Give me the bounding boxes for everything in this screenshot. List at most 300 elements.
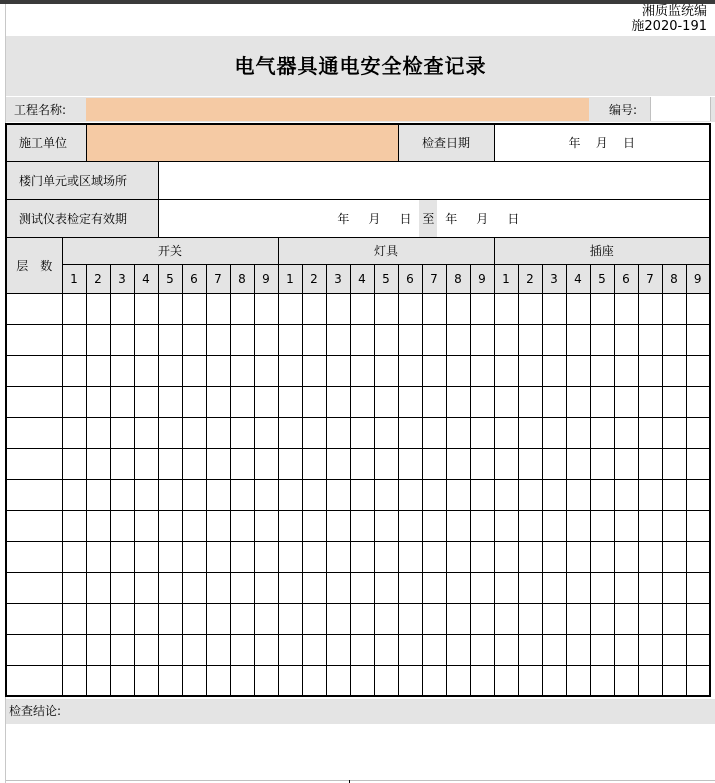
check-cell[interactable] bbox=[662, 386, 686, 417]
check-cell[interactable] bbox=[86, 293, 110, 324]
check-cell[interactable] bbox=[278, 417, 302, 448]
check-cell[interactable] bbox=[278, 293, 302, 324]
check-cell[interactable] bbox=[350, 665, 374, 696]
check-cell[interactable] bbox=[110, 603, 134, 634]
check-cell[interactable] bbox=[662, 603, 686, 634]
check-cell[interactable] bbox=[614, 510, 638, 541]
check-cell[interactable] bbox=[206, 386, 230, 417]
check-cell[interactable] bbox=[326, 386, 350, 417]
check-cell[interactable] bbox=[422, 386, 446, 417]
check-cell[interactable] bbox=[446, 293, 470, 324]
check-cell[interactable] bbox=[446, 324, 470, 355]
check-cell[interactable] bbox=[302, 665, 326, 696]
check-cell[interactable] bbox=[470, 541, 494, 572]
project-name-input[interactable] bbox=[86, 98, 589, 121]
check-cell[interactable] bbox=[422, 665, 446, 696]
check-cell[interactable] bbox=[422, 293, 446, 324]
check-cell[interactable] bbox=[446, 386, 470, 417]
check-cell[interactable] bbox=[86, 510, 110, 541]
check-cell[interactable] bbox=[158, 572, 182, 603]
check-cell[interactable] bbox=[614, 665, 638, 696]
check-cell[interactable] bbox=[374, 355, 398, 386]
check-cell[interactable] bbox=[110, 634, 134, 665]
floor-cell[interactable] bbox=[6, 603, 62, 634]
check-cell[interactable] bbox=[590, 386, 614, 417]
check-cell[interactable] bbox=[158, 355, 182, 386]
check-cell[interactable] bbox=[638, 324, 662, 355]
check-cell[interactable] bbox=[350, 541, 374, 572]
check-cell[interactable] bbox=[158, 634, 182, 665]
check-cell[interactable] bbox=[302, 634, 326, 665]
check-cell[interactable] bbox=[398, 448, 422, 479]
check-cell[interactable] bbox=[638, 448, 662, 479]
check-cell[interactable] bbox=[518, 479, 542, 510]
check-cell[interactable] bbox=[422, 479, 446, 510]
check-cell[interactable] bbox=[110, 355, 134, 386]
check-cell[interactable] bbox=[206, 293, 230, 324]
check-cell[interactable] bbox=[542, 293, 566, 324]
check-cell[interactable] bbox=[110, 479, 134, 510]
check-cell[interactable] bbox=[182, 634, 206, 665]
check-cell[interactable] bbox=[110, 510, 134, 541]
check-cell[interactable] bbox=[566, 572, 590, 603]
check-cell[interactable] bbox=[494, 386, 518, 417]
check-cell[interactable] bbox=[62, 448, 86, 479]
check-cell[interactable] bbox=[110, 386, 134, 417]
check-cell[interactable] bbox=[182, 417, 206, 448]
check-cell[interactable] bbox=[686, 479, 710, 510]
check-cell[interactable] bbox=[206, 634, 230, 665]
floor-cell[interactable] bbox=[6, 293, 62, 324]
check-cell[interactable] bbox=[662, 541, 686, 572]
check-cell[interactable] bbox=[182, 293, 206, 324]
check-cell[interactable] bbox=[638, 355, 662, 386]
check-cell[interactable] bbox=[686, 324, 710, 355]
check-cell[interactable] bbox=[518, 386, 542, 417]
check-cell[interactable] bbox=[350, 448, 374, 479]
check-cell[interactable] bbox=[374, 417, 398, 448]
check-cell[interactable] bbox=[374, 510, 398, 541]
check-cell[interactable] bbox=[542, 572, 566, 603]
check-cell[interactable] bbox=[278, 572, 302, 603]
check-cell[interactable] bbox=[302, 572, 326, 603]
check-cell[interactable] bbox=[470, 572, 494, 603]
check-cell[interactable] bbox=[470, 448, 494, 479]
check-cell[interactable] bbox=[470, 603, 494, 634]
check-cell[interactable] bbox=[470, 355, 494, 386]
check-cell[interactable] bbox=[422, 510, 446, 541]
check-cell[interactable] bbox=[590, 510, 614, 541]
floor-cell[interactable] bbox=[6, 448, 62, 479]
check-cell[interactable] bbox=[230, 510, 254, 541]
check-cell[interactable] bbox=[230, 603, 254, 634]
check-cell[interactable] bbox=[566, 665, 590, 696]
check-cell[interactable] bbox=[422, 355, 446, 386]
check-cell[interactable] bbox=[470, 293, 494, 324]
check-cell[interactable] bbox=[398, 324, 422, 355]
check-cell[interactable] bbox=[470, 324, 494, 355]
check-cell[interactable] bbox=[302, 324, 326, 355]
floor-cell[interactable] bbox=[6, 355, 62, 386]
check-cell[interactable] bbox=[278, 355, 302, 386]
check-cell[interactable] bbox=[326, 665, 350, 696]
check-cell[interactable] bbox=[134, 355, 158, 386]
check-cell[interactable] bbox=[230, 665, 254, 696]
check-cell[interactable] bbox=[374, 479, 398, 510]
check-cell[interactable] bbox=[182, 665, 206, 696]
check-cell[interactable] bbox=[590, 603, 614, 634]
check-cell[interactable] bbox=[110, 417, 134, 448]
check-cell[interactable] bbox=[134, 603, 158, 634]
check-cell[interactable] bbox=[638, 293, 662, 324]
check-cell[interactable] bbox=[254, 355, 278, 386]
check-cell[interactable] bbox=[662, 417, 686, 448]
check-cell[interactable] bbox=[134, 665, 158, 696]
check-cell[interactable] bbox=[326, 324, 350, 355]
check-cell[interactable] bbox=[566, 293, 590, 324]
check-cell[interactable] bbox=[518, 355, 542, 386]
check-cell[interactable] bbox=[422, 634, 446, 665]
check-cell[interactable] bbox=[374, 386, 398, 417]
check-cell[interactable] bbox=[326, 603, 350, 634]
check-cell[interactable] bbox=[614, 324, 638, 355]
check-cell[interactable] bbox=[230, 448, 254, 479]
check-cell[interactable] bbox=[350, 324, 374, 355]
check-cell[interactable] bbox=[638, 417, 662, 448]
check-cell[interactable] bbox=[158, 603, 182, 634]
check-cell[interactable] bbox=[638, 386, 662, 417]
check-cell[interactable] bbox=[230, 634, 254, 665]
meter-validity-field[interactable] bbox=[158, 199, 710, 237]
check-cell[interactable] bbox=[446, 355, 470, 386]
check-cell[interactable] bbox=[182, 324, 206, 355]
check-cell[interactable] bbox=[518, 324, 542, 355]
check-cell[interactable] bbox=[230, 324, 254, 355]
check-cell[interactable] bbox=[350, 479, 374, 510]
check-cell[interactable] bbox=[278, 665, 302, 696]
check-cell[interactable] bbox=[278, 479, 302, 510]
floor-cell[interactable] bbox=[6, 324, 62, 355]
check-cell[interactable] bbox=[614, 603, 638, 634]
check-cell[interactable] bbox=[278, 324, 302, 355]
check-cell[interactable] bbox=[206, 417, 230, 448]
check-cell[interactable] bbox=[398, 293, 422, 324]
check-cell[interactable] bbox=[86, 417, 110, 448]
check-cell[interactable] bbox=[326, 448, 350, 479]
check-cell[interactable] bbox=[686, 634, 710, 665]
check-cell[interactable] bbox=[86, 386, 110, 417]
check-cell[interactable] bbox=[62, 355, 86, 386]
check-cell[interactable] bbox=[110, 665, 134, 696]
check-cell[interactable] bbox=[134, 572, 158, 603]
check-cell[interactable] bbox=[134, 417, 158, 448]
check-cell[interactable] bbox=[206, 665, 230, 696]
check-cell[interactable] bbox=[110, 448, 134, 479]
check-cell[interactable] bbox=[110, 541, 134, 572]
check-cell[interactable] bbox=[494, 541, 518, 572]
check-cell[interactable] bbox=[158, 510, 182, 541]
check-cell[interactable] bbox=[278, 510, 302, 541]
check-cell[interactable] bbox=[182, 386, 206, 417]
check-cell[interactable] bbox=[518, 510, 542, 541]
check-cell[interactable] bbox=[398, 479, 422, 510]
check-cell[interactable] bbox=[614, 355, 638, 386]
check-cell[interactable] bbox=[278, 541, 302, 572]
check-cell[interactable] bbox=[254, 665, 278, 696]
check-cell[interactable] bbox=[278, 448, 302, 479]
check-cell[interactable] bbox=[686, 355, 710, 386]
check-cell[interactable] bbox=[158, 665, 182, 696]
code-input[interactable] bbox=[650, 97, 711, 121]
check-cell[interactable] bbox=[350, 355, 374, 386]
check-cell[interactable] bbox=[566, 386, 590, 417]
check-cell[interactable] bbox=[662, 572, 686, 603]
check-cell[interactable] bbox=[110, 324, 134, 355]
check-cell[interactable] bbox=[182, 541, 206, 572]
check-cell[interactable] bbox=[590, 355, 614, 386]
check-cell[interactable] bbox=[470, 386, 494, 417]
check-cell[interactable] bbox=[86, 324, 110, 355]
check-cell[interactable] bbox=[350, 634, 374, 665]
check-cell[interactable] bbox=[62, 417, 86, 448]
check-cell[interactable] bbox=[182, 448, 206, 479]
check-cell[interactable] bbox=[302, 510, 326, 541]
check-cell[interactable] bbox=[86, 479, 110, 510]
check-cell[interactable] bbox=[542, 355, 566, 386]
check-cell[interactable] bbox=[614, 541, 638, 572]
check-cell[interactable] bbox=[446, 665, 470, 696]
check-cell[interactable] bbox=[686, 510, 710, 541]
check-cell[interactable] bbox=[590, 448, 614, 479]
check-cell[interactable] bbox=[158, 479, 182, 510]
check-cell[interactable] bbox=[422, 448, 446, 479]
check-cell[interactable] bbox=[422, 603, 446, 634]
check-cell[interactable] bbox=[302, 479, 326, 510]
check-cell[interactable] bbox=[518, 541, 542, 572]
check-cell[interactable] bbox=[542, 386, 566, 417]
check-cell[interactable] bbox=[662, 479, 686, 510]
check-cell[interactable] bbox=[326, 510, 350, 541]
check-cell[interactable] bbox=[686, 417, 710, 448]
check-cell[interactable] bbox=[182, 479, 206, 510]
check-cell[interactable] bbox=[206, 355, 230, 386]
check-cell[interactable] bbox=[254, 634, 278, 665]
check-cell[interactable] bbox=[662, 293, 686, 324]
check-cell[interactable] bbox=[518, 665, 542, 696]
check-cell[interactable] bbox=[86, 355, 110, 386]
check-cell[interactable] bbox=[254, 572, 278, 603]
check-cell[interactable] bbox=[638, 479, 662, 510]
check-cell[interactable] bbox=[326, 417, 350, 448]
check-cell[interactable] bbox=[686, 603, 710, 634]
check-cell[interactable] bbox=[662, 665, 686, 696]
check-cell[interactable] bbox=[422, 324, 446, 355]
check-cell[interactable] bbox=[542, 324, 566, 355]
check-cell[interactable] bbox=[62, 541, 86, 572]
floor-cell[interactable] bbox=[6, 479, 62, 510]
check-cell[interactable] bbox=[566, 324, 590, 355]
check-cell[interactable] bbox=[350, 293, 374, 324]
check-cell[interactable] bbox=[614, 572, 638, 603]
check-cell[interactable] bbox=[350, 572, 374, 603]
check-cell[interactable] bbox=[590, 634, 614, 665]
floor-cell[interactable] bbox=[6, 510, 62, 541]
check-cell[interactable] bbox=[86, 603, 110, 634]
check-cell[interactable] bbox=[302, 417, 326, 448]
check-cell[interactable] bbox=[182, 572, 206, 603]
check-cell[interactable] bbox=[542, 448, 566, 479]
check-cell[interactable] bbox=[662, 355, 686, 386]
check-cell[interactable] bbox=[254, 293, 278, 324]
check-cell[interactable] bbox=[134, 293, 158, 324]
check-cell[interactable] bbox=[662, 510, 686, 541]
check-cell[interactable] bbox=[446, 417, 470, 448]
check-cell[interactable] bbox=[638, 634, 662, 665]
check-cell[interactable] bbox=[470, 634, 494, 665]
check-cell[interactable] bbox=[638, 510, 662, 541]
check-cell[interactable] bbox=[326, 541, 350, 572]
check-cell[interactable] bbox=[350, 603, 374, 634]
check-cell[interactable] bbox=[62, 665, 86, 696]
check-cell[interactable] bbox=[254, 603, 278, 634]
check-cell[interactable] bbox=[398, 510, 422, 541]
check-cell[interactable] bbox=[494, 572, 518, 603]
check-cell[interactable] bbox=[662, 634, 686, 665]
check-cell[interactable] bbox=[494, 634, 518, 665]
check-cell[interactable] bbox=[614, 417, 638, 448]
check-cell[interactable] bbox=[254, 510, 278, 541]
check-cell[interactable] bbox=[518, 417, 542, 448]
check-cell[interactable] bbox=[494, 479, 518, 510]
check-cell[interactable] bbox=[494, 324, 518, 355]
check-cell[interactable] bbox=[326, 355, 350, 386]
check-cell[interactable] bbox=[230, 417, 254, 448]
check-cell[interactable] bbox=[494, 293, 518, 324]
check-cell[interactable] bbox=[542, 510, 566, 541]
check-cell[interactable] bbox=[638, 665, 662, 696]
check-cell[interactable] bbox=[638, 541, 662, 572]
check-cell[interactable] bbox=[86, 634, 110, 665]
check-cell[interactable] bbox=[254, 541, 278, 572]
check-cell[interactable] bbox=[62, 572, 86, 603]
check-cell[interactable] bbox=[470, 479, 494, 510]
check-cell[interactable] bbox=[494, 665, 518, 696]
check-cell[interactable] bbox=[542, 479, 566, 510]
check-cell[interactable] bbox=[446, 448, 470, 479]
check-cell[interactable] bbox=[518, 448, 542, 479]
check-cell[interactable] bbox=[590, 479, 614, 510]
check-cell[interactable] bbox=[254, 448, 278, 479]
check-cell[interactable] bbox=[326, 293, 350, 324]
check-cell[interactable] bbox=[398, 355, 422, 386]
check-cell[interactable] bbox=[206, 324, 230, 355]
check-cell[interactable] bbox=[350, 417, 374, 448]
check-cell[interactable] bbox=[470, 417, 494, 448]
check-cell[interactable] bbox=[302, 386, 326, 417]
check-cell[interactable] bbox=[62, 324, 86, 355]
check-cell[interactable] bbox=[206, 572, 230, 603]
check-cell[interactable] bbox=[590, 541, 614, 572]
check-cell[interactable] bbox=[590, 293, 614, 324]
check-cell[interactable] bbox=[182, 355, 206, 386]
check-cell[interactable] bbox=[494, 355, 518, 386]
building-input[interactable] bbox=[158, 161, 710, 199]
check-cell[interactable] bbox=[686, 448, 710, 479]
check-cell[interactable] bbox=[446, 541, 470, 572]
check-cell[interactable] bbox=[206, 479, 230, 510]
check-cell[interactable] bbox=[158, 293, 182, 324]
check-cell[interactable] bbox=[686, 541, 710, 572]
check-cell[interactable] bbox=[62, 634, 86, 665]
check-cell[interactable] bbox=[518, 293, 542, 324]
check-cell[interactable] bbox=[614, 293, 638, 324]
check-cell[interactable] bbox=[158, 541, 182, 572]
check-cell[interactable] bbox=[374, 634, 398, 665]
check-cell[interactable] bbox=[134, 479, 158, 510]
check-cell[interactable] bbox=[422, 417, 446, 448]
inspection-date-field[interactable] bbox=[494, 124, 710, 161]
check-cell[interactable] bbox=[206, 448, 230, 479]
check-cell[interactable] bbox=[590, 572, 614, 603]
check-cell[interactable] bbox=[542, 541, 566, 572]
floor-cell[interactable] bbox=[6, 572, 62, 603]
check-cell[interactable] bbox=[134, 510, 158, 541]
check-cell[interactable] bbox=[398, 572, 422, 603]
check-cell[interactable] bbox=[662, 448, 686, 479]
check-cell[interactable] bbox=[422, 541, 446, 572]
check-cell[interactable] bbox=[326, 634, 350, 665]
check-cell[interactable] bbox=[566, 603, 590, 634]
check-cell[interactable] bbox=[182, 603, 206, 634]
check-cell[interactable] bbox=[158, 324, 182, 355]
check-cell[interactable] bbox=[134, 324, 158, 355]
check-cell[interactable] bbox=[62, 293, 86, 324]
check-cell[interactable] bbox=[206, 510, 230, 541]
check-cell[interactable] bbox=[686, 572, 710, 603]
check-cell[interactable] bbox=[158, 417, 182, 448]
check-cell[interactable] bbox=[398, 541, 422, 572]
unit-input[interactable] bbox=[86, 124, 398, 161]
check-cell[interactable] bbox=[62, 603, 86, 634]
floor-cell[interactable] bbox=[6, 634, 62, 665]
check-cell[interactable] bbox=[278, 634, 302, 665]
check-cell[interactable] bbox=[590, 665, 614, 696]
check-cell[interactable] bbox=[254, 386, 278, 417]
check-cell[interactable] bbox=[686, 386, 710, 417]
check-cell[interactable] bbox=[614, 479, 638, 510]
check-cell[interactable] bbox=[278, 603, 302, 634]
check-cell[interactable] bbox=[230, 479, 254, 510]
check-cell[interactable] bbox=[398, 665, 422, 696]
check-cell[interactable] bbox=[590, 417, 614, 448]
check-cell[interactable] bbox=[686, 665, 710, 696]
check-cell[interactable] bbox=[422, 572, 446, 603]
check-cell[interactable] bbox=[494, 603, 518, 634]
check-cell[interactable] bbox=[86, 572, 110, 603]
floor-cell[interactable] bbox=[6, 417, 62, 448]
check-cell[interactable] bbox=[662, 324, 686, 355]
check-cell[interactable] bbox=[566, 510, 590, 541]
check-cell[interactable] bbox=[254, 417, 278, 448]
check-cell[interactable] bbox=[254, 324, 278, 355]
check-cell[interactable] bbox=[62, 479, 86, 510]
check-cell[interactable] bbox=[374, 572, 398, 603]
check-cell[interactable] bbox=[254, 479, 278, 510]
floor-cell[interactable] bbox=[6, 386, 62, 417]
check-cell[interactable] bbox=[302, 293, 326, 324]
check-cell[interactable] bbox=[302, 448, 326, 479]
check-cell[interactable] bbox=[206, 603, 230, 634]
